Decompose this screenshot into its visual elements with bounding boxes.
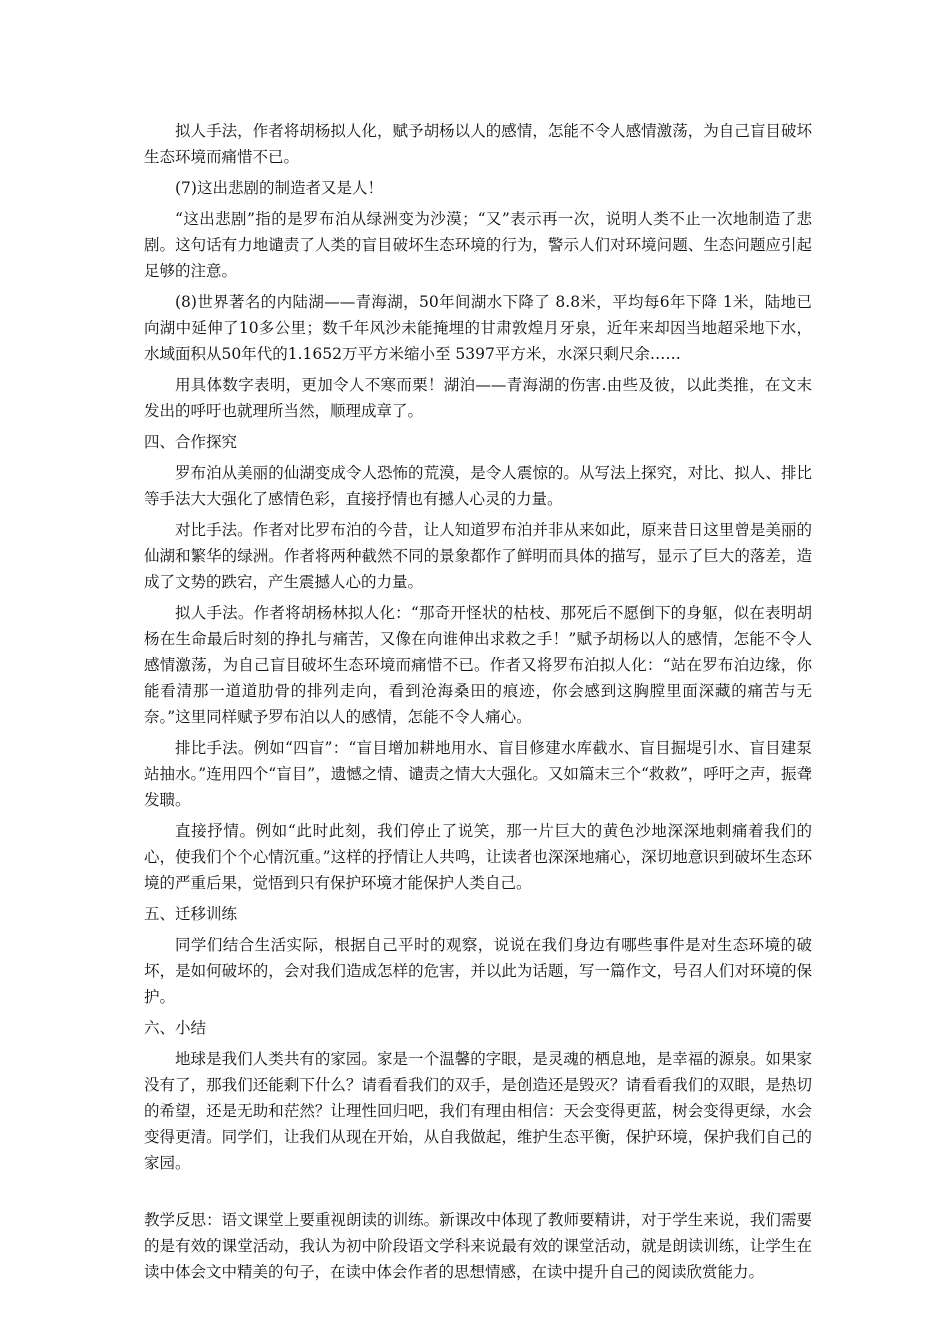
paragraph: 拟人手法。作者将胡杨林拟人化：“那奇开怪状的枯枝、那死后不愿倒下的身躯，似在表明胡杨在生命最后时刻的挣扎与痛苦，又像在向谁伸出求救之手！”赋予胡杨以人的感情，怎能不令人感情激荡，为自己盲目破坏生态环境而痛惜不已。作者又将罗布泊拟人化：“站在罗布泊边缘，你能看清那一道道肋骨的排列走向，看到沧海桑田的痕迹，你会感到这胸膛里面深藏的痛苦与无奈。”这里同样赋予罗布泊以人的感情，怎能不令人痛心。 [144,604,812,726]
paragraph: (8)世界著名的内陆湖——青海湖，50年间湖水下降了 8.8米，平均每6年下降 1米，陆地已向湖中延伸了10多公里；数千年风沙未能掩埋的甘肃敦煌月牙泉，近年来却因当地超采地下水，水域面积从50年代的1.1652万平方米缩小至 5397平方米，水深只剩尺余…… [144,293,812,363]
teaching-reflection: 教学反思：语文课堂上要重视朗读的训练。新课改中体现了教师要精讲，对于学生来说，我们需要的是有效的课堂活动，我认为初中阶段语文学科来说最有效的课堂活动，就是朗读训练，让学生在读中体会文中精美的句子，在读中体会作者的思想情感，在读中提升自己的阅读欣赏能力。 [144,1211,812,1281]
document-page [144,118,812,1290]
paragraph: 用具体数字表明，更加令人不寒而栗！湖泊——青海湖的伤害.由些及彼，以此类推，在文末发出的呼吁也就理所当然，顺理成章了。 [144,376,812,420]
paragraph: 地球是我们人类共有的家园。家是一个温馨的字眼，是灵魂的栖息地，是幸福的源泉。如果家没有了，那我们还能剩下什么？请看看我们的双手，是创造还是毁灭？请看看我们的双眼，是热切的希望，还是无助和茫然？让理性回归吧，我们有理由相信：天会变得更蓝，树会变得更绿，水会变得更清。同学们，让我们从现在开始，从自我做起，维护生态平衡，保护环境，保护我们自己的家园。 [144,1050,812,1172]
paragraph: 拟人手法，作者将胡杨拟人化，赋予胡杨以人的感情，怎能不令人感情激荡，为自己盲目破坏生态环境而痛惜不已。 [144,122,812,166]
paragraph: 罗布泊从美丽的仙湖变成令人恐怖的荒漠，是令人震惊的。从写法上探究，对比、拟人、排比等手法大大强化了感情色彩，直接抒情也有撼人心灵的力量。 [144,464,812,508]
paragraph: 同学们结合生活实际，根据自己平时的观察，说说在我们身边有哪些事件是对生态环境的破坏，是如何破坏的，会对我们造成怎样的危害，并以此为话题，写一篇作文，号召人们对环境的保护。 [144,936,812,1006]
spacer [144,1181,812,1207]
paragraph: 直接抒情。例如“此时此刻，我们停止了说笑，那一片巨大的黄色沙地深深地刺痛着我们的心，使我们个个心情沉重。”这样的抒情让人共鸣，让读者也深深地痛心，深切地意识到破坏生态环境的严重后果，觉悟到只有保护环境才能保护人类自己。 [144,822,812,892]
section-heading: 四、合作探究 [144,433,238,451]
paragraph: “这出悲剧”指的是罗布泊从绿洲变为沙漠；“又”表示再一次，说明人类不止一次地制造了悲剧。这句话有力地谴责了人类的盲目破坏生态环境的行为，警示人们对环境问题、生态问题应引起足够的注意。 [144,210,812,280]
paragraph: 对比手法。作者对比罗布泊的今昔，让人知道罗布泊并非从来如此，原来昔日这里曾是美丽的仙湖和繁华的绿洲。作者将两种截然不同的景象都作了鲜明而具体的描写，显示了巨大的落差，造成了文势的跌宕，产生震撼人心的力量。 [144,521,812,591]
section-heading: 六、小结 [144,1019,207,1037]
paragraph: 排比手法。例如“四盲”：“盲目增加耕地用水、盲目修建水库截水、盲目掘堤引水、盲目建泵站抽水。”连用四个“盲目”，遗憾之情、谴责之情大大强化。又如篇末三个“救救”，呼吁之声，振聋发聩。 [144,739,812,809]
section-heading: 五、迁移训练 [144,905,238,923]
paragraph: (7)这出悲剧的制造者又是人！ [175,179,383,197]
